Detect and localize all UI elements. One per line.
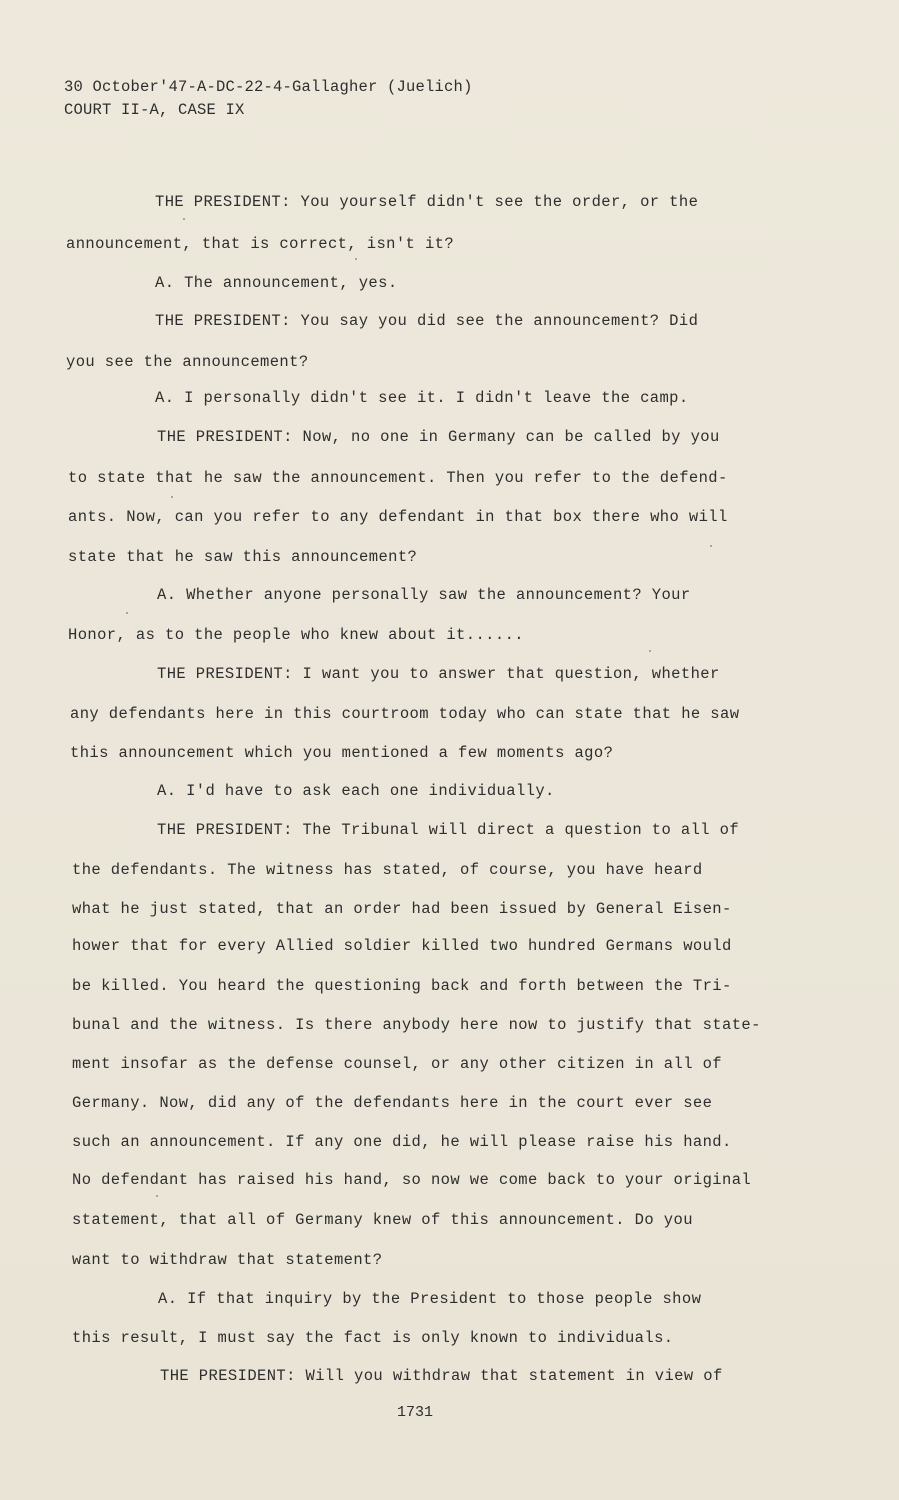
transcript-line: to state that he saw the announcement. Then you refer to the defend-: [68, 469, 728, 487]
paper-speck: [183, 218, 185, 220]
transcript-line: A. The announcement, yes.: [155, 274, 398, 292]
transcript-line: ment insofar as the defense counsel, or any other citizen in all of: [72, 1055, 723, 1073]
transcript-line: state that he saw this announcement?: [68, 548, 418, 566]
transcript-line: THE PRESIDENT: Will you withdraw that statement in view of: [160, 1367, 723, 1385]
paper-speck: [126, 612, 128, 614]
transcript-line: be killed. You heard the questioning back and forth between the Tri-: [72, 977, 732, 995]
transcript-line: A. I'd have to ask each one individually.: [157, 782, 555, 800]
transcript-line: A. If that inquiry by the President to those people show: [158, 1290, 702, 1308]
transcript-line: statement, that all of Germany knew of this announcement. Do you: [72, 1211, 693, 1229]
transcript-line: Honor, as to the people who knew about it......: [68, 626, 524, 644]
transcript-line: No defendant has raised his hand, so now we come back to your original: [72, 1171, 752, 1189]
transcript-line: THE PRESIDENT: I want you to answer that question, whether: [157, 665, 720, 683]
transcript-line: A. I personally didn't see it. I didn't leave the camp.: [155, 389, 689, 407]
header-date-line: 30 October'47-A-DC-22-4-Gallagher (Juelich): [64, 78, 473, 96]
transcript-line: the defendants. The witness has stated, of course, you have heard: [72, 861, 703, 879]
transcript-line: THE PRESIDENT: The Tribunal will direct a question to all of: [157, 821, 740, 839]
paper-speck: [649, 650, 651, 652]
paper-speck: [355, 258, 357, 260]
header-court-line: COURT II-A, CASE IX: [64, 101, 245, 119]
paper-speck: [156, 1195, 158, 1197]
paper-speck: [710, 545, 712, 547]
transcript-line: this result, I must say the fact is only known to individuals.: [72, 1329, 674, 1347]
transcript-line: hower that for every Allied soldier killed two hundred Germans would: [72, 937, 732, 955]
transcript-line: you see the announcement?: [66, 353, 309, 371]
transcript-line: ants. Now, can you refer to any defendant in that box there who will: [68, 508, 728, 526]
transcript-line: want to withdraw that statement?: [72, 1251, 383, 1269]
transcript-line: THE PRESIDENT: Now, no one in Germany can be called by you: [157, 428, 720, 446]
transcript-line: such an announcement. If any one did, he will please raise his hand.: [72, 1133, 732, 1151]
transcript-line: this announcement which you mentioned a few moments ago?: [70, 744, 614, 762]
page-number: 1731: [397, 1404, 434, 1421]
transcript-line: THE PRESIDENT: You yourself didn't see the order, or the: [155, 193, 699, 211]
transcript-line: THE PRESIDENT: You say you did see the announcement? Did: [155, 312, 699, 330]
transcript-line: announcement, that is correct, isn't it?: [66, 235, 455, 253]
transcript-line: any defendants here in this courtroom today who can state that he saw: [70, 705, 740, 723]
transcript-line: A. Whether anyone personally saw the announcement? Your: [157, 586, 691, 604]
transcript-line: Germany. Now, did any of the defendants here in the court ever see: [72, 1094, 713, 1112]
paper-speck: [171, 496, 173, 498]
transcript-line: bunal and the witness. Is there anybody here now to justify that state-: [72, 1016, 761, 1034]
transcript-line: what he just stated, that an order had been issued by General Eisen-: [72, 900, 732, 918]
